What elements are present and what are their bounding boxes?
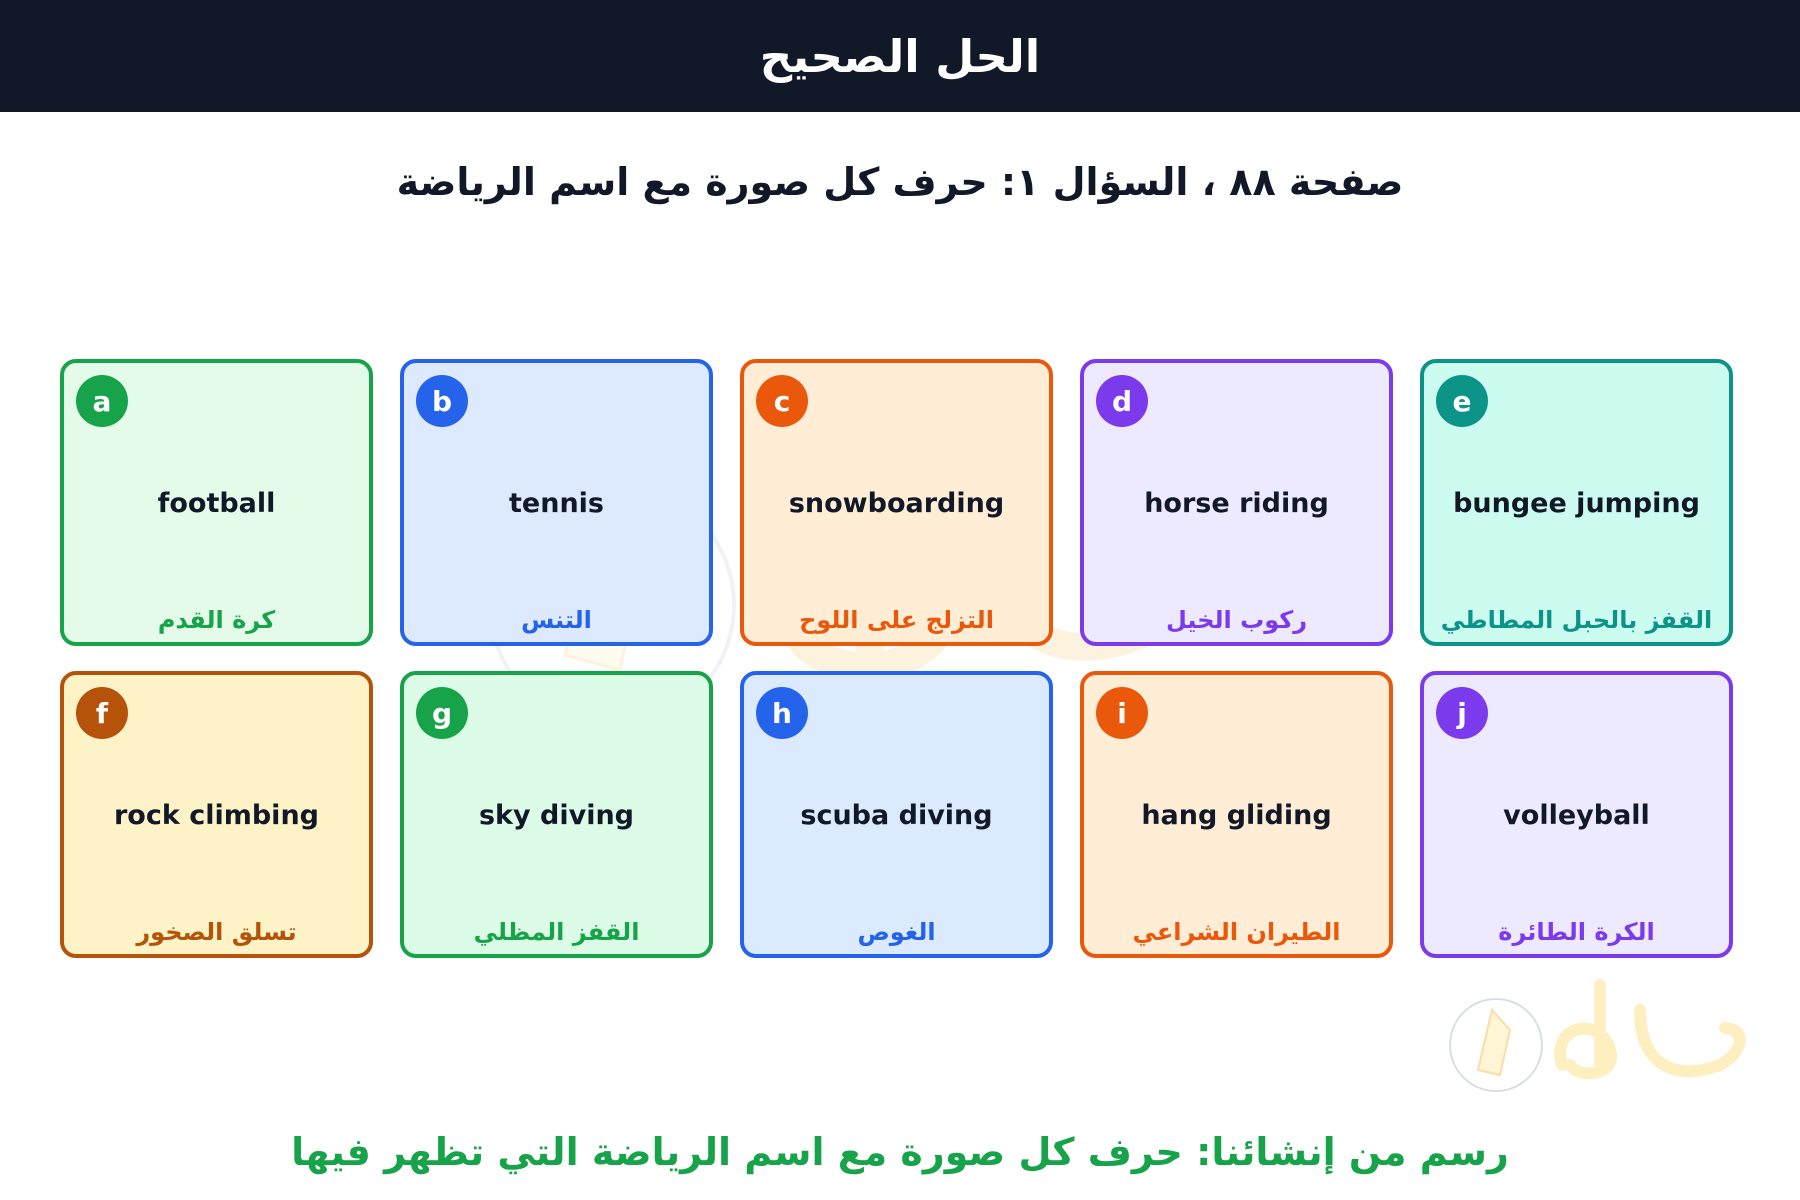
corner-logo-icon — [1440, 970, 1760, 1100]
letter-badge: d — [1096, 375, 1148, 427]
letter-badge: g — [416, 687, 468, 739]
sport-name-en: sky diving — [478, 800, 634, 831]
sport-name-ar: الكرة الطائرة — [1498, 918, 1655, 946]
letter-badge: h — [756, 687, 808, 739]
sport-name-en: horse riding — [1144, 488, 1329, 519]
page-title: الحل الصحيح — [759, 29, 1041, 83]
sport-name-ar: القفز بالحبل المطاطي — [1440, 606, 1713, 634]
card-b[interactable] — [400, 359, 713, 646]
question-title: صفحة ٨٨ ، السؤال ١: حرف كل صورة مع اسم الرياضة — [396, 160, 1404, 204]
card-j[interactable] — [1420, 671, 1733, 958]
sport-name-en: snowboarding — [788, 488, 1005, 519]
card-d[interactable] — [1080, 359, 1393, 646]
card-i[interactable] — [1080, 671, 1393, 958]
letter-badge: a — [76, 375, 128, 427]
sport-name-ar: التزلج على اللوح — [799, 606, 994, 634]
sport-name-en: volleyball — [1503, 800, 1650, 831]
footer-note: رسم من إنشائنا: حرف كل صورة مع اسم الرياضة التي تظهر فيها — [291, 1130, 1509, 1174]
letter-badge: j — [1436, 687, 1488, 739]
sport-name-ar: الغوص — [857, 918, 936, 946]
page-header — [0, 0, 1800, 112]
card-a[interactable] — [60, 359, 373, 646]
card-e[interactable] — [1420, 359, 1733, 646]
sport-name-en: tennis — [509, 488, 604, 519]
sport-name-ar: ركوب الخيل — [1165, 606, 1308, 634]
letter-badge: f — [76, 687, 128, 739]
sport-name-ar: كرة القدم — [157, 606, 276, 634]
sport-name-ar: التنس — [521, 606, 592, 634]
sport-name-en: rock climbing — [113, 800, 319, 831]
letter-badge: i — [1096, 687, 1148, 739]
card-g[interactable] — [400, 671, 713, 958]
sport-name-en: scuba diving — [800, 800, 993, 831]
card-c[interactable] — [740, 359, 1053, 646]
sport-name-en: hang gliding — [1141, 800, 1332, 831]
card-f[interactable] — [60, 671, 373, 958]
sport-name-ar: تسلق الصخور — [136, 918, 297, 946]
letter-badge: e — [1436, 375, 1488, 427]
letter-badge: c — [756, 375, 808, 427]
letter-badge: b — [416, 375, 468, 427]
sport-name-ar: القفز المظلي — [473, 918, 640, 946]
sport-name-en: football — [157, 488, 276, 519]
sport-name-en: bungee jumping — [1453, 488, 1700, 519]
card-h[interactable] — [740, 671, 1053, 958]
sport-name-ar: الطيران الشراعي — [1132, 918, 1341, 946]
